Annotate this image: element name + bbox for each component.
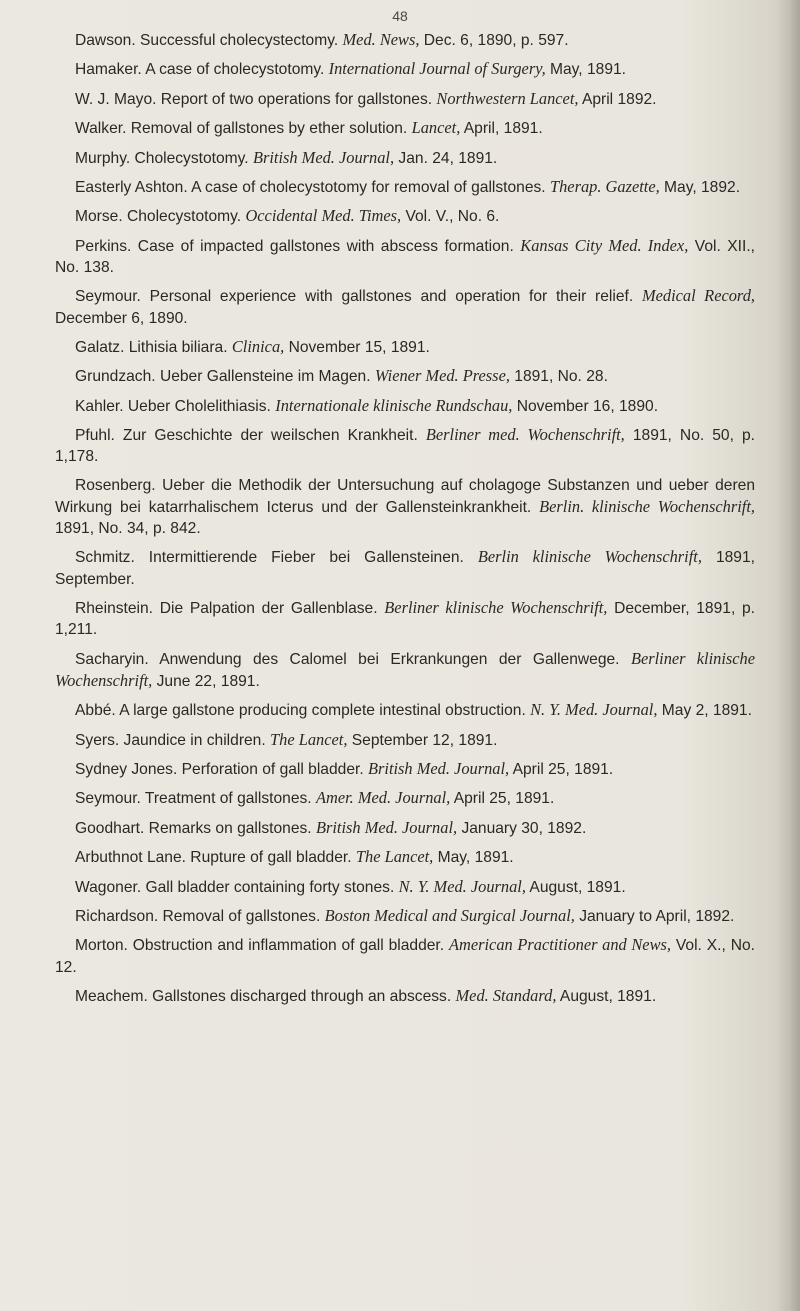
reference-details: May 2, 1891. xyxy=(657,702,752,720)
reference-journal: British Med. Journal, xyxy=(252,147,395,167)
reference-entry xyxy=(55,285,755,328)
reference-text: Abbé. A large gallstone producing complete intestinal obstruction. xyxy=(75,702,531,720)
reference-text: Grundzach. Ueber Gallensteine im Magen. xyxy=(75,368,375,386)
reference-details: December, 1891, p. 1,211. xyxy=(55,600,756,639)
reference-text: Morse. Cholecystotomy. xyxy=(75,208,246,226)
reference-text: Schmitz. Intermittierende Fieber bei Gallensteinen. xyxy=(75,549,478,567)
reference-journal: Amer. Med. Journal, xyxy=(315,788,451,808)
reference-entry xyxy=(55,29,755,51)
reference-journal: Med. Standard, xyxy=(455,985,557,1005)
page-number: 48 xyxy=(392,8,408,24)
reference-text: Galatz. Lithisia biliara. xyxy=(75,338,232,356)
reference-journal: N. Y. Med. Journal, xyxy=(530,700,658,720)
reference-text: W. J. Mayo. Report of two operations for gallstones. xyxy=(75,90,437,108)
reference-entry xyxy=(55,597,755,640)
reference-text: Rosenberg. Ueber die Methodik der Untersuchung auf cholagoge Substanzen und ueber deren Wirkung bei katarrhalischem Icterus und der Gallensteinkrankheit. xyxy=(55,476,755,516)
reference-details: April 25, 1891. xyxy=(509,761,614,779)
reference-journal: Internationale klinische Rundschau, xyxy=(275,395,513,415)
reference-text: Pfuhl. Zur Geschichte der weilschen Krankheit. xyxy=(75,427,426,445)
reference-text: Easterly Ashton. A case of cholecystotomy for removal of gallstones. xyxy=(75,178,550,196)
reference-details: November 15, 1891. xyxy=(284,338,430,356)
reference-entry xyxy=(55,876,755,898)
reference-text: Perkins. Case of impacted gallstones with abscess formation. xyxy=(75,237,521,255)
reference-journal: Med. News, xyxy=(342,30,420,49)
reference-entry xyxy=(55,424,755,467)
reference-journal: Occidental Med. Times, xyxy=(245,206,402,226)
reference-text: Seymour. Personal experience with gallstones and operation for their relief. xyxy=(75,288,642,306)
reference-entry xyxy=(55,546,755,589)
reference-journal: British Med. Journal, xyxy=(368,759,510,779)
reference-details: January 30, 1892. xyxy=(457,819,587,837)
reference-details: April 1892. xyxy=(578,90,657,108)
reference-entry xyxy=(55,648,755,692)
reference-journal: N. Y. Med. Journal, xyxy=(398,876,526,896)
reference-journal: The Lancet, xyxy=(355,847,434,867)
reference-details: 1891, No. 28. xyxy=(509,368,608,386)
reference-entry xyxy=(55,846,755,868)
reference-entry xyxy=(55,365,755,387)
reference-entry xyxy=(55,729,755,751)
reference-text: Meachem. Gallstones discharged through an abscess. xyxy=(75,987,456,1005)
reference-entry xyxy=(55,205,755,227)
reference-text: Kahler. Ueber Cholelithiasis. xyxy=(75,397,276,415)
reference-journal: British Med. Journal, xyxy=(315,817,458,837)
reference-entry xyxy=(55,58,755,80)
reference-text: Hamaker. A case of cholecystotomy. xyxy=(75,61,329,79)
reference-entry xyxy=(55,235,755,278)
reference-text: Wagoner. Gall bladder containing forty stones. xyxy=(75,878,399,896)
reference-details: December 6, 1890. xyxy=(55,309,188,327)
reference-entry xyxy=(55,336,755,358)
reference-entry xyxy=(55,88,755,110)
reference-text: Walker. Removal of gallstones by ether solution. xyxy=(75,120,412,138)
reference-journal: Kansas City Med. Index, xyxy=(520,235,689,255)
reference-text: Seymour. Treatment of gallstones. xyxy=(75,790,316,808)
reference-entry xyxy=(55,117,755,139)
reference-entry xyxy=(55,176,755,198)
reference-details: 1891, No. 34, p. 842. xyxy=(55,520,201,538)
reference-journal: Clinica, xyxy=(231,336,285,356)
reference-details: August, 1891. xyxy=(556,987,657,1005)
reference-entry xyxy=(55,985,755,1007)
reference-entry xyxy=(55,817,755,839)
reference-details: August, 1891. xyxy=(525,878,626,896)
reference-entry xyxy=(55,699,755,721)
reference-journal: Berlin. klinische Wochenschrift, xyxy=(539,496,755,516)
reference-text: Sacharyin. Anwendung des Calomel bei Erkrankungen der Gallenwege. xyxy=(75,650,631,668)
reference-journal: Berliner klinische Wochenschrift, xyxy=(384,598,608,618)
reference-details: Jan. 24, 1891. xyxy=(394,149,498,167)
reference-details: June 22, 1891. xyxy=(152,672,260,690)
reference-journal: Boston Medical and Surgical Journal, xyxy=(324,906,575,925)
reference-details: April, 1891. xyxy=(460,120,543,138)
reference-details: Dec. 6, 1890, p. 597. xyxy=(419,32,569,49)
reference-details: 1891, September. xyxy=(55,549,755,588)
reference-entry xyxy=(55,147,755,169)
reference-text: Richardson. Removal of gallstones. xyxy=(75,908,325,925)
reference-journal: Berliner med. Wochenschrift, xyxy=(425,425,625,445)
reference-journal: Berlin klinische Wochenschrift, xyxy=(477,547,702,567)
reference-details: January to April, 1892. xyxy=(574,908,735,925)
reference-journal: Therap. Gazette, xyxy=(549,176,660,196)
reference-entry xyxy=(55,758,755,780)
reference-journal: Medical Record, xyxy=(641,286,755,306)
reference-entry xyxy=(55,395,755,417)
reference-entry xyxy=(55,934,755,977)
reference-text: Arbuthnot Lane. Rupture of gall bladder. xyxy=(75,849,356,867)
reference-journal: International Journal of Surgery, xyxy=(328,59,546,79)
reference-journal: The Lancet, xyxy=(270,729,348,749)
reference-text: Morton. Obstruction and inflammation of gall bladder. xyxy=(75,937,449,955)
reference-text: Syers. Jaundice in children. xyxy=(75,731,271,749)
reference-entry xyxy=(55,787,755,809)
reference-details: Vol. V., No. 6. xyxy=(401,208,500,226)
reference-entry xyxy=(55,905,755,927)
reference-entry xyxy=(55,475,755,540)
reference-journal: Lancet, xyxy=(411,118,461,138)
reference-journal: American Practitioner and News, xyxy=(449,935,671,955)
reference-journal: Berliner klinische Wochenschrift, xyxy=(55,648,755,690)
page-edge-shadow xyxy=(778,0,800,1311)
reference-details: November 16, 1890. xyxy=(512,397,659,415)
reference-details: Vol. X., No. 12. xyxy=(55,937,755,976)
reference-text: Sydney Jones. Perforation of gall bladder. xyxy=(75,761,368,779)
reference-details: May, 1891. xyxy=(433,849,514,867)
reference-text: Dawson. Successful cholecystectomy. xyxy=(75,32,343,49)
reference-journal: Wiener Med. Presse, xyxy=(374,366,510,386)
reference-details: May, 1891. xyxy=(545,61,626,79)
reference-journal: Northwestern Lancet, xyxy=(436,88,579,108)
reference-details: May, 1892. xyxy=(659,178,741,196)
reference-details: April 25, 1891. xyxy=(450,790,555,808)
reference-text: Goodhart. Remarks on gallstones. xyxy=(75,819,316,837)
reference-details: September 12, 1891. xyxy=(347,731,498,749)
reference-text: Rheinstein. Die Palpation der Gallenblase. xyxy=(75,600,385,618)
reference-text: Murphy. Cholecystotomy. xyxy=(75,149,253,167)
reference-details: 1891, No. 50, p. 1,178. xyxy=(55,427,755,466)
reference-details: Vol. XII., No. 138. xyxy=(55,237,755,276)
reference-list xyxy=(55,29,755,1014)
